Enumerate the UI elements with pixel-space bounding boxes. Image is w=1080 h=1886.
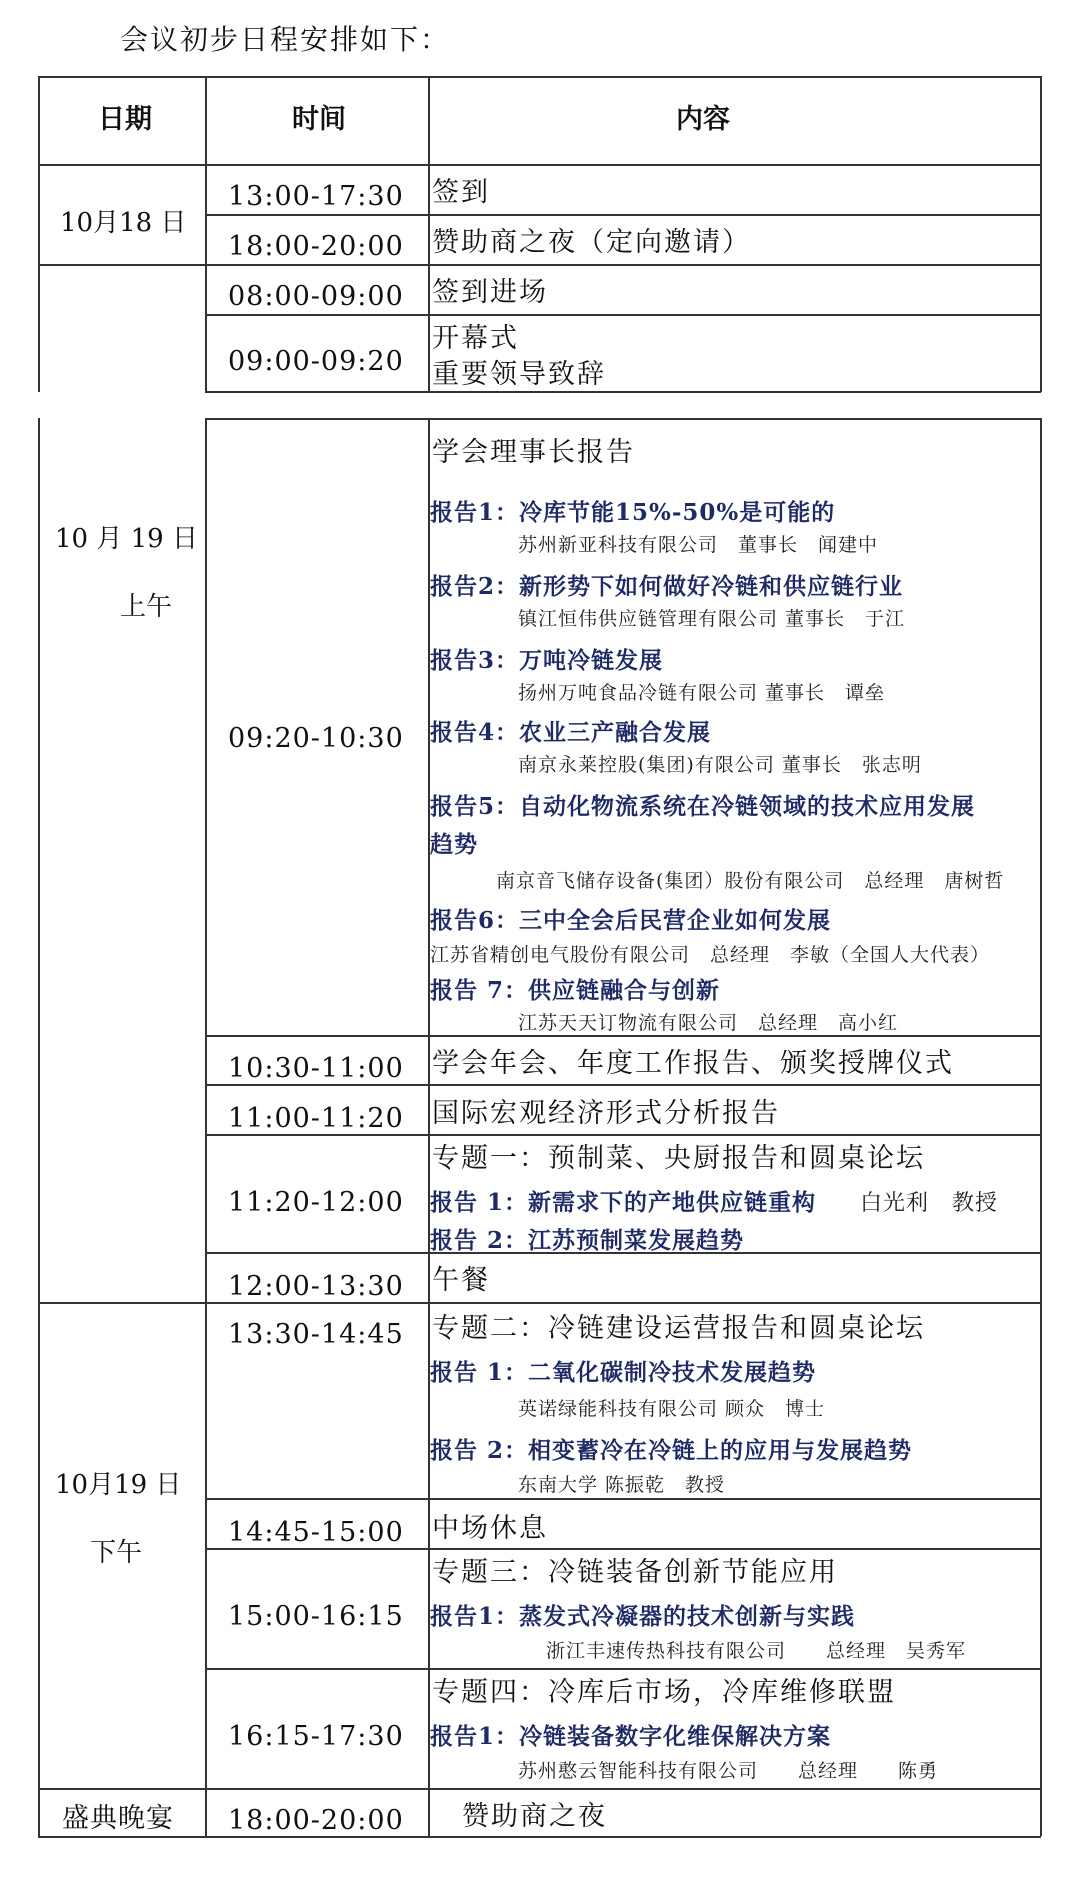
time-cell: 14:45-15:00 <box>228 1517 404 1548</box>
table-border-left <box>38 418 40 1836</box>
report-speaker: 江苏天天订物流有限公司 总经理 高小红 <box>518 1012 899 1034</box>
report-title: 报告 1：新需求下的产地供应链重构 <box>430 1189 817 1216</box>
row-divider <box>38 264 1041 266</box>
time-cell: 11:20-12:00 <box>228 1187 404 1218</box>
date-oct19-am: 10 月 19 日 <box>55 524 198 554</box>
report-speaker: 苏州憨云智能科技有限公司 总经理 陈勇 <box>518 1760 939 1782</box>
row-divider <box>205 1035 1041 1037</box>
report-speaker: 镇江恒伟供应链管理有限公司 董事长 于江 <box>518 608 906 630</box>
table-border-top <box>38 76 1041 78</box>
topic-title: 专题二：冷链建设运营报告和圆桌论坛 <box>432 1313 925 1344</box>
time-cell: 09:20-10:30 <box>228 723 404 754</box>
header-time: 时间 <box>292 104 346 135</box>
report-speaker: 扬州万吨食品冷链有限公司 董事长 谭垒 <box>518 682 886 704</box>
topic-title: 专题一：预制菜、央厨报告和圆桌论坛 <box>432 1143 925 1174</box>
table-border-right <box>1040 418 1042 1836</box>
report-title: 报告5：自动化物流系统在冷链领域的技术应用发展 <box>430 793 976 820</box>
time-cell: 16:15-17:30 <box>228 1721 404 1752</box>
row-divider <box>205 214 1041 216</box>
content-cell: 午餐 <box>432 1265 490 1296</box>
header-row-divider <box>38 164 1041 166</box>
time-cell: 13:30-14:45 <box>228 1319 404 1350</box>
report-speaker: 江苏省精创电气股份有限公司 总经理 李敏（全国人大代表） <box>430 944 991 966</box>
report-speaker: 南京永莱控股(集团)有限公司 董事长 张志明 <box>518 754 922 776</box>
time-cell: 18:00-20:00 <box>228 231 404 262</box>
row-divider-session <box>38 1302 1041 1304</box>
header-date: 日期 <box>98 104 152 135</box>
report-title: 报告3：万吨冷链发展 <box>430 647 664 674</box>
content-cell: 赞助商之夜（定向邀请） <box>432 227 751 258</box>
content-cell: 签到 <box>432 177 490 208</box>
block-title: 学会理事长报告 <box>432 437 635 468</box>
report-speaker: 南京音飞储存设备(集团）股份有限公司 总经理 唐树哲 <box>496 870 1005 892</box>
report-title: 报告 7：供应链融合与创新 <box>430 977 721 1004</box>
report-speaker: 白光利 教授 <box>860 1191 999 1216</box>
content-cell: 签到进场 <box>432 277 548 308</box>
time-cell: 12:00-13:30 <box>228 1271 404 1302</box>
column-divider-date <box>205 418 207 1836</box>
intro-text: 会议初步日程安排如下： <box>120 23 451 56</box>
content-cell: 国际宏观经济形式分析报告 <box>432 1098 780 1129</box>
time-cell: 11:00-11:20 <box>228 1103 404 1134</box>
topic-title: 专题三：冷链装备创新节能应用 <box>432 1557 838 1588</box>
report-title: 报告4：农业三产融合发展 <box>430 719 712 746</box>
report-title: 报告 2：江苏预制菜发展趋势 <box>430 1227 745 1254</box>
report-speaker: 英诺绿能科技有限公司 顾众 博士 <box>518 1398 826 1420</box>
time-cell: 13:00-17:30 <box>228 181 404 212</box>
table-border-left <box>38 76 40 392</box>
row-divider <box>205 1498 1041 1500</box>
date-oct19-pm: 10月19 日 <box>55 1470 182 1500</box>
date-oct18: 10月18 日 <box>60 208 187 238</box>
report-title: 报告 1：二氧化碳制冷技术发展趋势 <box>430 1359 817 1386</box>
report-title: 报告1：冷链装备数字化维保解决方案 <box>430 1723 832 1750</box>
content-cell: 赞助商之夜 <box>462 1801 607 1832</box>
report-speaker: 浙江丰速传热科技有限公司 总经理 吴秀军 <box>546 1640 967 1662</box>
report-title: 报告1：冷库节能15%-50%是可能的 <box>430 499 836 526</box>
table-border-bottom <box>38 1836 1041 1838</box>
report-title: 报告2：新形势下如何做好冷链和供应链行业 <box>430 573 904 600</box>
time-cell: 15:00-16:15 <box>228 1601 404 1632</box>
report-title: 报告1：蒸发式冷凝器的技术创新与实践 <box>430 1603 856 1630</box>
report-speaker: 东南大学 陈振乾 教授 <box>518 1474 726 1496</box>
table-border-right <box>1040 76 1042 392</box>
topic-title: 专题四：冷库后市场，冷库维修联盟 <box>432 1677 896 1708</box>
report-speaker: 苏州新亚科技有限公司 董事长 闻建中 <box>518 534 879 556</box>
column-divider-time <box>428 76 430 392</box>
content-cell: 学会年会、年度工作报告、颁奖授牌仪式 <box>432 1048 954 1079</box>
content-cell: 开幕式 <box>432 323 519 354</box>
time-cell: 09:00-09:20 <box>228 346 404 377</box>
time-cell: 08:00-09:00 <box>228 281 404 312</box>
upper-table-bottom <box>205 391 1041 393</box>
report-title: 报告6：三中全会后民营企业如何发展 <box>430 907 832 934</box>
lower-table-top <box>205 418 1041 420</box>
column-divider-date <box>205 76 207 392</box>
time-cell: 18:00-20:00 <box>228 1805 404 1836</box>
header-content: 内容 <box>676 104 730 135</box>
row-divider-session <box>38 1788 1041 1790</box>
row-divider <box>205 1668 1041 1670</box>
banquet-label: 盛典晚宴 <box>62 1803 174 1834</box>
content-cell: 中场休息 <box>432 1513 548 1544</box>
row-divider <box>205 314 1041 316</box>
date-oct19-am-period: 上午 <box>120 592 173 622</box>
time-cell: 10:30-11:00 <box>228 1053 404 1084</box>
content-cell: 重要领导致辞 <box>432 359 606 390</box>
report-title-cont: 趋势 <box>430 831 478 858</box>
report-title: 报告 2：相变蓄冷在冷链上的应用与发展趋势 <box>430 1437 913 1464</box>
date-oct19-pm-period: 下午 <box>90 1538 143 1568</box>
